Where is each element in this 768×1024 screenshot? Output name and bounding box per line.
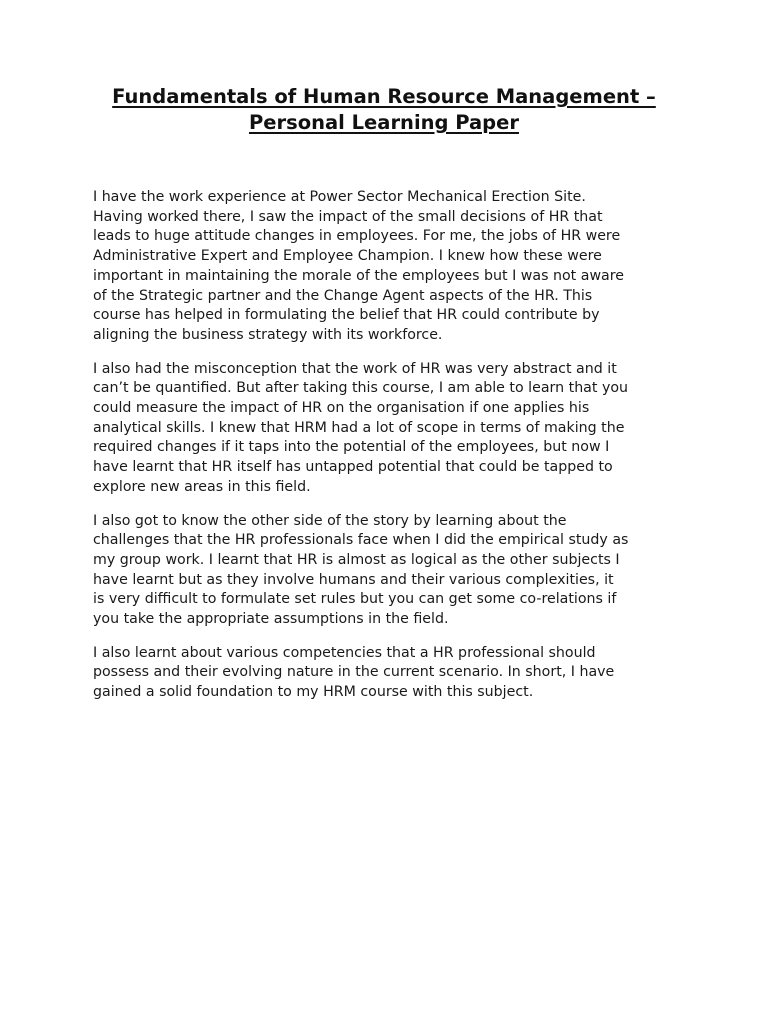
document-body xyxy=(93,188,685,717)
title-line: Personal Learning Paper xyxy=(248,111,519,134)
text-line: explore new areas in this field. xyxy=(93,478,311,495)
text-line: you take the appropriate assumptions in the field. xyxy=(93,611,449,628)
text-line: aligning the business strategy with its workforce. xyxy=(93,326,443,343)
text-line: could measure the impact of HR on the organisation if one applies his xyxy=(93,400,590,417)
document-title xyxy=(60,84,708,136)
text-line: I also learnt about various competencies that a HR professional should xyxy=(93,644,596,661)
text-line: important in maintaining the morale of the employees but I was not aware xyxy=(93,267,624,284)
text-line: Administrative Expert and Employee Champion. I knew how these were xyxy=(93,248,602,265)
paragraph-4 xyxy=(93,644,685,703)
text-line: gained a solid foundation to my HRM course with this subject. xyxy=(93,684,534,701)
paragraph-3 xyxy=(93,512,685,630)
text-line: required changes if it taps into the potential of the employees, but now I xyxy=(93,439,610,456)
paragraph-2 xyxy=(93,360,685,498)
text-line: possess and their evolving nature in the current scenario. In short, I have xyxy=(93,664,615,681)
paragraph-1 xyxy=(93,188,685,346)
text-line: can’t be quantified. But after taking this course, I am able to learn that you xyxy=(93,380,629,397)
text-line: is very difficult to formulate set rules but you can get some co-relations if xyxy=(93,591,617,608)
text-line: course has helped in formulating the belief that HR could contribute by xyxy=(93,307,600,324)
text-line: I also had the misconception that the work of HR was very abstract and it xyxy=(93,360,617,377)
text-line: my group work. I learnt that HR is almost as logical as the other subjects I xyxy=(93,551,620,568)
text-line: analytical skills. I knew that HRM had a lot of scope in terms of making the xyxy=(93,419,625,436)
text-line: leads to huge attitude changes in employees. For me, the jobs of HR were xyxy=(93,228,621,245)
text-line: I also got to know the other side of the story by learning about the xyxy=(93,512,567,529)
text-line: have learnt that HR itself has untapped potential that could be tapped to xyxy=(93,459,613,476)
text-line: Having worked there, I saw the impact of the small decisions of HR that xyxy=(93,208,603,225)
text-line: have learnt but as they involve humans and their various complexities, it xyxy=(93,571,614,588)
text-line: of the Strategic partner and the Change Agent aspects of the HR. This xyxy=(93,287,593,304)
text-line: challenges that the HR professionals face when I did the empirical study as xyxy=(93,532,629,549)
title-line: Fundamentals of Human Resource Management – xyxy=(112,85,656,108)
text-line: I have the work experience at Power Sector Mechanical Erection Site. xyxy=(93,189,586,205)
